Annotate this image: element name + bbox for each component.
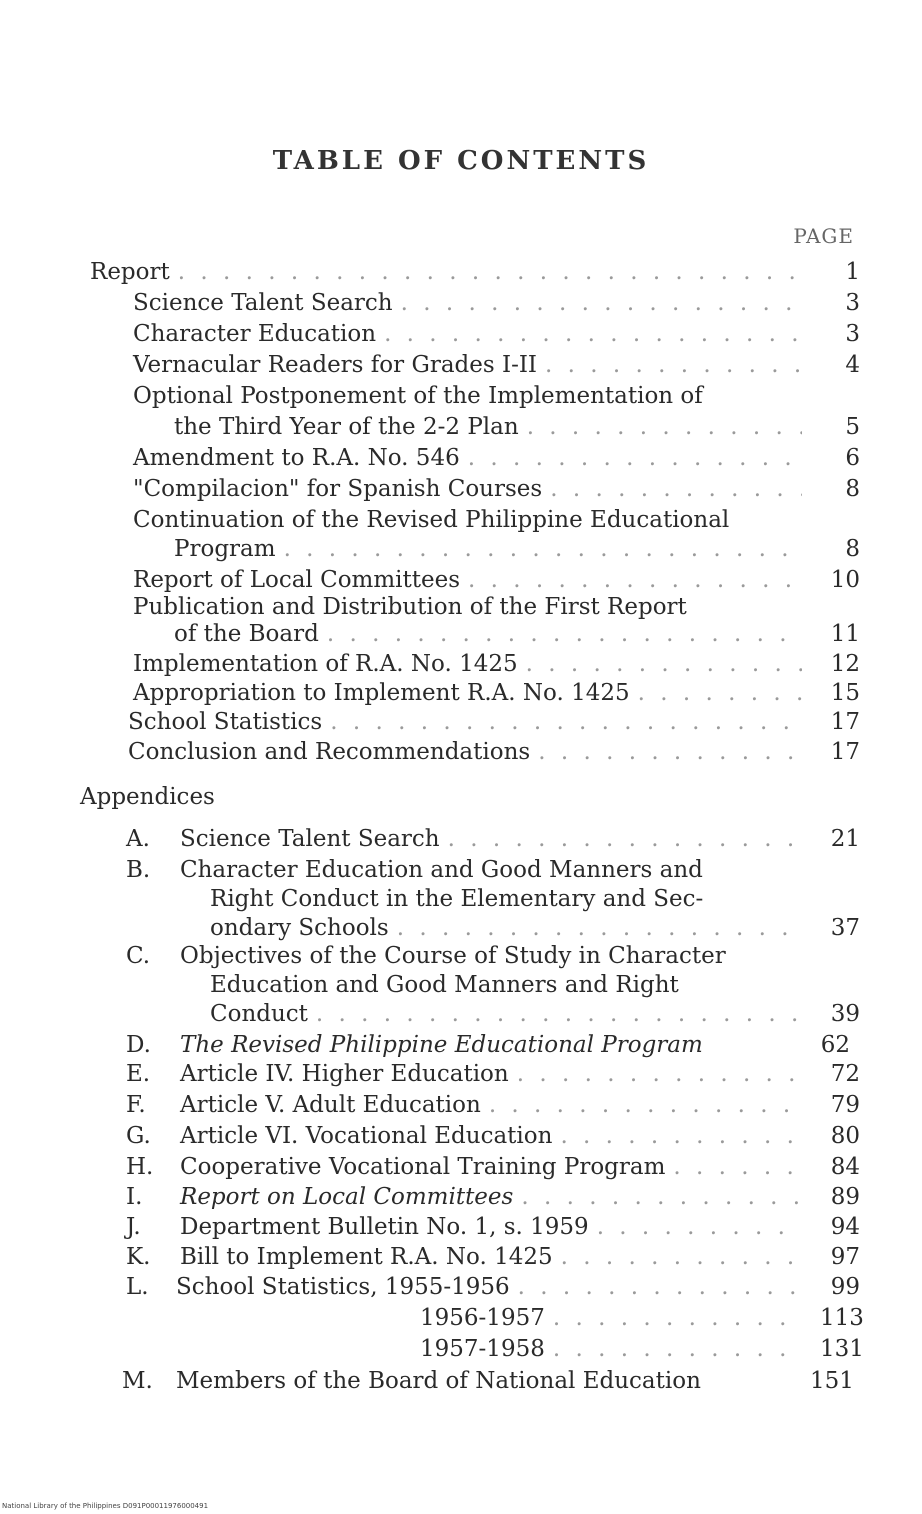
dot-leader (550, 475, 802, 503)
scan-footer: National Library of the Philippines D091P00011976000491 (2, 1502, 209, 1510)
toc-page-number: 11 (830, 621, 860, 647)
toc-entry (180, 1243, 860, 1271)
toc-entry-line1: Publication and Distribution of the First Report (133, 594, 687, 620)
dot-leader (526, 650, 802, 678)
toc-entry (133, 444, 860, 472)
toc-entry (128, 738, 860, 766)
toc-page-number: 5 (845, 414, 860, 440)
toc-page-number: 8 (845, 536, 860, 562)
toc-page-number: 80 (830, 1123, 860, 1149)
toc-entry (133, 320, 860, 348)
toc-entry-label: Report of Local Committees (133, 567, 461, 593)
toc-page-number: 39 (830, 1001, 860, 1027)
toc-entry-label: "Compilacion" for Spanish Courses (133, 476, 543, 502)
toc-entry-label: Bill to Implement R.A. No. 1425 (180, 1244, 553, 1270)
dot-leader (327, 620, 802, 648)
dot-leader (468, 566, 802, 594)
dot-leader (560, 1122, 802, 1150)
toc-entry (420, 1304, 864, 1332)
toc-entry-label: Cooperative Vocational Training Program (180, 1154, 666, 1180)
dot-leader (330, 708, 802, 736)
toc-entry-label: School Statistics, 1955-1956 (176, 1274, 510, 1300)
appendix-letter: M. (122, 1368, 153, 1394)
toc-entry-line1: Objectives of the Course of Study in Character (180, 943, 726, 969)
dot-leader (597, 1213, 802, 1241)
toc-entry (180, 1183, 860, 1211)
toc-entry (210, 1000, 860, 1028)
dot-leader (397, 914, 802, 942)
toc-page-number: 4 (845, 352, 860, 378)
dot-leader (489, 1091, 802, 1119)
toc-entry-label: Amendment to R.A. No. 546 (133, 445, 460, 471)
toc-entry (133, 650, 860, 678)
toc-entry-label: Conduct (210, 1001, 308, 1027)
toc-page-number: 151 (810, 1368, 854, 1394)
toc-entry-line1: Optional Postponement of the Implementation of (133, 383, 703, 409)
toc-entry (174, 535, 860, 563)
toc-entry-line2: Education and Good Manners and Right (210, 972, 679, 998)
toc-entry (133, 679, 860, 707)
toc-entry (180, 1153, 860, 1181)
toc-entry-label: 1956-1957 (420, 1305, 545, 1331)
toc-page-number: 17 (830, 739, 860, 765)
toc-entry-label: Report (90, 259, 170, 285)
toc-page-number: 99 (830, 1274, 860, 1300)
page-title: TABLE OF CONTENTS (272, 146, 650, 176)
toc-page-number: 94 (830, 1214, 860, 1240)
toc-entry (180, 1091, 860, 1119)
appendix-letter: L. (126, 1274, 149, 1300)
toc-entry-label: Science Talent Search (133, 290, 393, 316)
toc-entry-label: Members of the Board of National Education (176, 1368, 701, 1394)
appendix-letter: E. (126, 1061, 151, 1087)
toc-entry-report (90, 258, 860, 286)
toc-entry-label: Vernacular Readers for Grades I-II (133, 352, 538, 378)
dot-leader (518, 1273, 802, 1301)
page-column-heading: PAGE (793, 224, 854, 248)
toc-entry-label: Appropriation to Implement R.A. No. 1425 (133, 680, 630, 706)
toc-page-number: 84 (830, 1154, 860, 1180)
toc-page-number: 12 (830, 651, 860, 677)
dot-leader (468, 444, 802, 472)
toc-entry (210, 914, 860, 942)
appendix-letter: H. (126, 1154, 154, 1180)
toc-entry (133, 351, 860, 379)
toc-entry (180, 825, 860, 853)
dot-leader (553, 1304, 802, 1332)
appendix-letter: D. (126, 1032, 151, 1058)
dot-leader (538, 738, 802, 766)
dot-leader (545, 351, 802, 379)
toc-entry-label: 1957-1958 (420, 1336, 545, 1362)
toc-entry-label: ondary Schools (210, 915, 389, 941)
toc-page-number: 15 (830, 680, 860, 706)
appendix-letter: F. (126, 1092, 146, 1118)
dot-leader (384, 320, 802, 348)
toc-entry (176, 1273, 860, 1301)
toc-page-number: 3 (845, 290, 860, 316)
toc-page-number: 113 (820, 1305, 864, 1331)
appendix-letter: C. (126, 943, 151, 969)
toc-page-number: 131 (820, 1336, 864, 1362)
dot-leader (561, 1243, 802, 1271)
appendix-letter: J. (126, 1214, 141, 1240)
toc-entry (133, 289, 860, 317)
dot-leader (638, 679, 802, 707)
toc-entry-line1: Continuation of the Revised Philippine Educational (133, 507, 730, 533)
toc-entry (174, 620, 860, 648)
toc-page-number: 10 (830, 567, 860, 593)
toc-entry (180, 1213, 860, 1241)
toc-entry-label: Character Education (133, 321, 377, 347)
toc-entry-line2: Right Conduct in the Elementary and Sec- (210, 886, 704, 912)
dot-leader (673, 1153, 802, 1181)
toc-entry-label: School Statistics (128, 709, 323, 735)
toc-page-number: 6 (845, 445, 860, 471)
dot-leader (517, 1060, 802, 1088)
toc-page-number: 3 (845, 321, 860, 347)
dot-leader (316, 1000, 802, 1028)
dot-leader (284, 535, 802, 563)
toc-page-number: 8 (845, 476, 860, 502)
toc-entry-label: The Revised Philippine Educational Program (180, 1032, 703, 1058)
toc-entry-label: Article IV. Higher Education (180, 1061, 509, 1087)
toc-page-number: 1 (845, 259, 860, 285)
toc-entry-label: Report on Local Committees (180, 1184, 514, 1210)
toc-page-number: 89 (830, 1184, 860, 1210)
dot-leader (448, 825, 802, 853)
toc-page-number: 21 (830, 826, 860, 852)
toc-entry (133, 475, 860, 503)
toc-entry (180, 1122, 860, 1150)
toc-entry-label: Article VI. Vocational Education (180, 1123, 553, 1149)
toc-entry (133, 566, 860, 594)
dot-leader (527, 413, 802, 441)
toc-entry-label: of the Board (174, 621, 319, 647)
toc-entry (180, 1060, 860, 1088)
toc-entry-label: the Third Year of the 2-2 Plan (174, 414, 519, 440)
appendix-letter: A. (126, 826, 150, 852)
toc-page-number: 72 (830, 1061, 860, 1087)
dot-leader (521, 1183, 802, 1211)
toc-entry-label: Science Talent Search (180, 826, 440, 852)
toc-entry-line1: Character Education and Good Manners and (180, 857, 703, 883)
toc-entry (128, 708, 860, 736)
appendix-letter: G. (126, 1123, 151, 1149)
toc-entry-label: Article V. Adult Education (180, 1092, 481, 1118)
appendix-letter: I. (126, 1184, 143, 1210)
appendices-heading: Appendices (80, 784, 215, 810)
dot-leader (178, 258, 802, 286)
toc-page-number: 97 (830, 1244, 860, 1270)
toc-entry-label: Conclusion and Recommendations (128, 739, 531, 765)
toc-entry-label: Department Bulletin No. 1, s. 1959 (180, 1214, 589, 1240)
appendix-letter: K. (126, 1244, 151, 1270)
dot-leader (401, 289, 802, 317)
toc-page-number: 37 (830, 915, 860, 941)
toc-entry (420, 1335, 864, 1363)
appendix-letter: B. (126, 857, 151, 883)
dot-leader (553, 1335, 802, 1363)
toc-page-number: 62 (820, 1032, 850, 1058)
toc-page-number: 79 (830, 1092, 860, 1118)
toc-entry (174, 413, 860, 441)
toc-page-number: 17 (830, 709, 860, 735)
toc-entry-label: Implementation of R.A. No. 1425 (133, 651, 518, 677)
toc-entry-label: Program (174, 536, 276, 562)
